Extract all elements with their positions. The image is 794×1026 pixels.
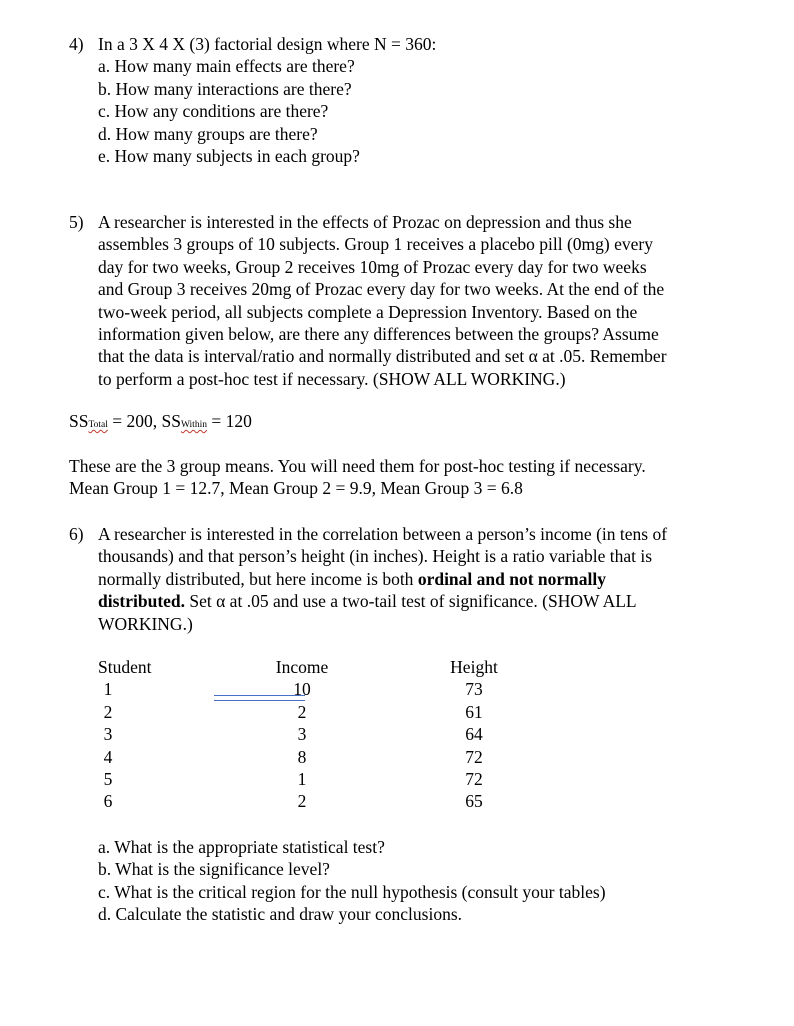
question-4-part-a: a. How many main effects are there?	[98, 56, 355, 77]
student-cell: 1	[103, 679, 113, 700]
student-cell: 4	[103, 746, 113, 767]
question-6-part-d: d. Calculate the statistic and draw your conclusions.	[98, 904, 463, 925]
income-cell: 1	[297, 769, 307, 790]
question-4-stem: In a 3 X 4 X (3) factorial design where N = 360:	[98, 34, 437, 54]
question-6-line: normally distributed, but here income is both ordinal and not normally	[98, 568, 606, 589]
column-header-income: Income	[275, 657, 329, 677]
question-5-line: to perform a post-hoc test if necessary. (SHOW ALL WORKING.)	[98, 368, 566, 389]
income-cell: 2	[297, 701, 307, 722]
sum-of-squares-line	[69, 410, 252, 436]
question-6-part-c: c. What is the critical region for the null hypothesis (consult your tables)	[98, 881, 606, 902]
question-5-line: and Group 3 receives 20mg of Prozac every day for two weeks. At the end of the	[98, 279, 665, 300]
height-cell: 61	[465, 701, 483, 722]
table-header-row	[98, 656, 502, 678]
question-5-line: day for two weeks, Group 2 receives 10mg of Prozac every day for two weeks	[98, 256, 647, 277]
table-row	[98, 723, 502, 745]
question-4-part-e: e. How many subjects in each group?	[98, 146, 360, 167]
question-5-line: A researcher is interested in the effects of Prozac on depression and thus she	[98, 212, 632, 232]
table-row	[98, 790, 502, 812]
question-4-part-d: d. How many groups are there?	[98, 123, 318, 144]
question-6-line: thousands) and that person’s height (in inches). Height is a ratio variable that is	[98, 546, 653, 567]
column-header-height: Height	[450, 657, 498, 677]
height-cell: 72	[465, 746, 483, 767]
ss-within-value: = 120	[206, 411, 252, 431]
means-intro: These are the 3 group means. You will need them for post-hoc testing if necessary.	[69, 456, 646, 476]
question-5-line: two-week period, all subjects complete a Depression Inventory. Based on the	[98, 301, 638, 322]
question-6-line: A researcher is interested in the correlation between a person’s income (in tens of	[98, 524, 668, 544]
question-6-part-a: a. What is the appropriate statistical test?	[98, 837, 385, 857]
means-values: Mean Group 1 = 12.7, Mean Group 2 = 9.9, Mean Group 3 = 6.8	[69, 478, 523, 499]
table-row	[98, 768, 502, 790]
table-row	[98, 701, 502, 723]
question-4-part-c: c. How any conditions are there?	[98, 101, 329, 122]
student-cell: 5	[103, 769, 113, 790]
double-underline-mark	[214, 695, 305, 701]
income-height-table	[98, 656, 502, 813]
question-6-line: WORKING.)	[98, 613, 193, 634]
question-4-part-b: b. How many interactions are there?	[98, 78, 352, 99]
bold-emphasis: ordinal and not normally	[417, 568, 606, 589]
ss-total-value: = 200,	[107, 411, 162, 431]
income-cell: 2	[297, 791, 307, 812]
question-4-number: 4)	[69, 34, 84, 54]
income-cell: 10	[293, 679, 311, 700]
height-cell: 64	[465, 724, 483, 745]
student-cell: 2	[103, 701, 113, 722]
question-6-line: distributed. Set α at .05 and use a two-tail test of significance. (SHOW ALL	[98, 591, 637, 612]
height-cell: 72	[465, 769, 483, 790]
question-6-part-b: b. What is the significance level?	[98, 859, 330, 880]
question-5-line: information given below, are there any differences between the groups? Assume	[98, 324, 659, 345]
income-cell: 3	[297, 724, 307, 745]
question-5-number: 5)	[69, 212, 84, 232]
height-cell: 73	[465, 679, 483, 700]
bold-emphasis: distributed.	[98, 591, 186, 612]
height-cell: 65	[465, 791, 483, 812]
question-5-line: assembles 3 groups of 10 subjects. Group 1 receives a placebo pill (0mg) every	[98, 234, 653, 255]
income-cell: 8	[297, 746, 307, 767]
student-cell: 6	[103, 791, 113, 812]
student-cell: 3	[103, 724, 113, 745]
column-header-student: Student	[98, 657, 152, 677]
group-means-block	[69, 455, 646, 500]
ss-total-symbol: SSTotal	[69, 411, 108, 431]
table-row	[98, 746, 502, 768]
question-6-parts	[98, 836, 606, 926]
question-6-number: 6)	[69, 524, 84, 544]
question-5-line: that the data is interval/ratio and normally distributed and set α at .05. Remember	[98, 346, 667, 367]
ss-within-symbol: SSWithin	[161, 411, 207, 431]
